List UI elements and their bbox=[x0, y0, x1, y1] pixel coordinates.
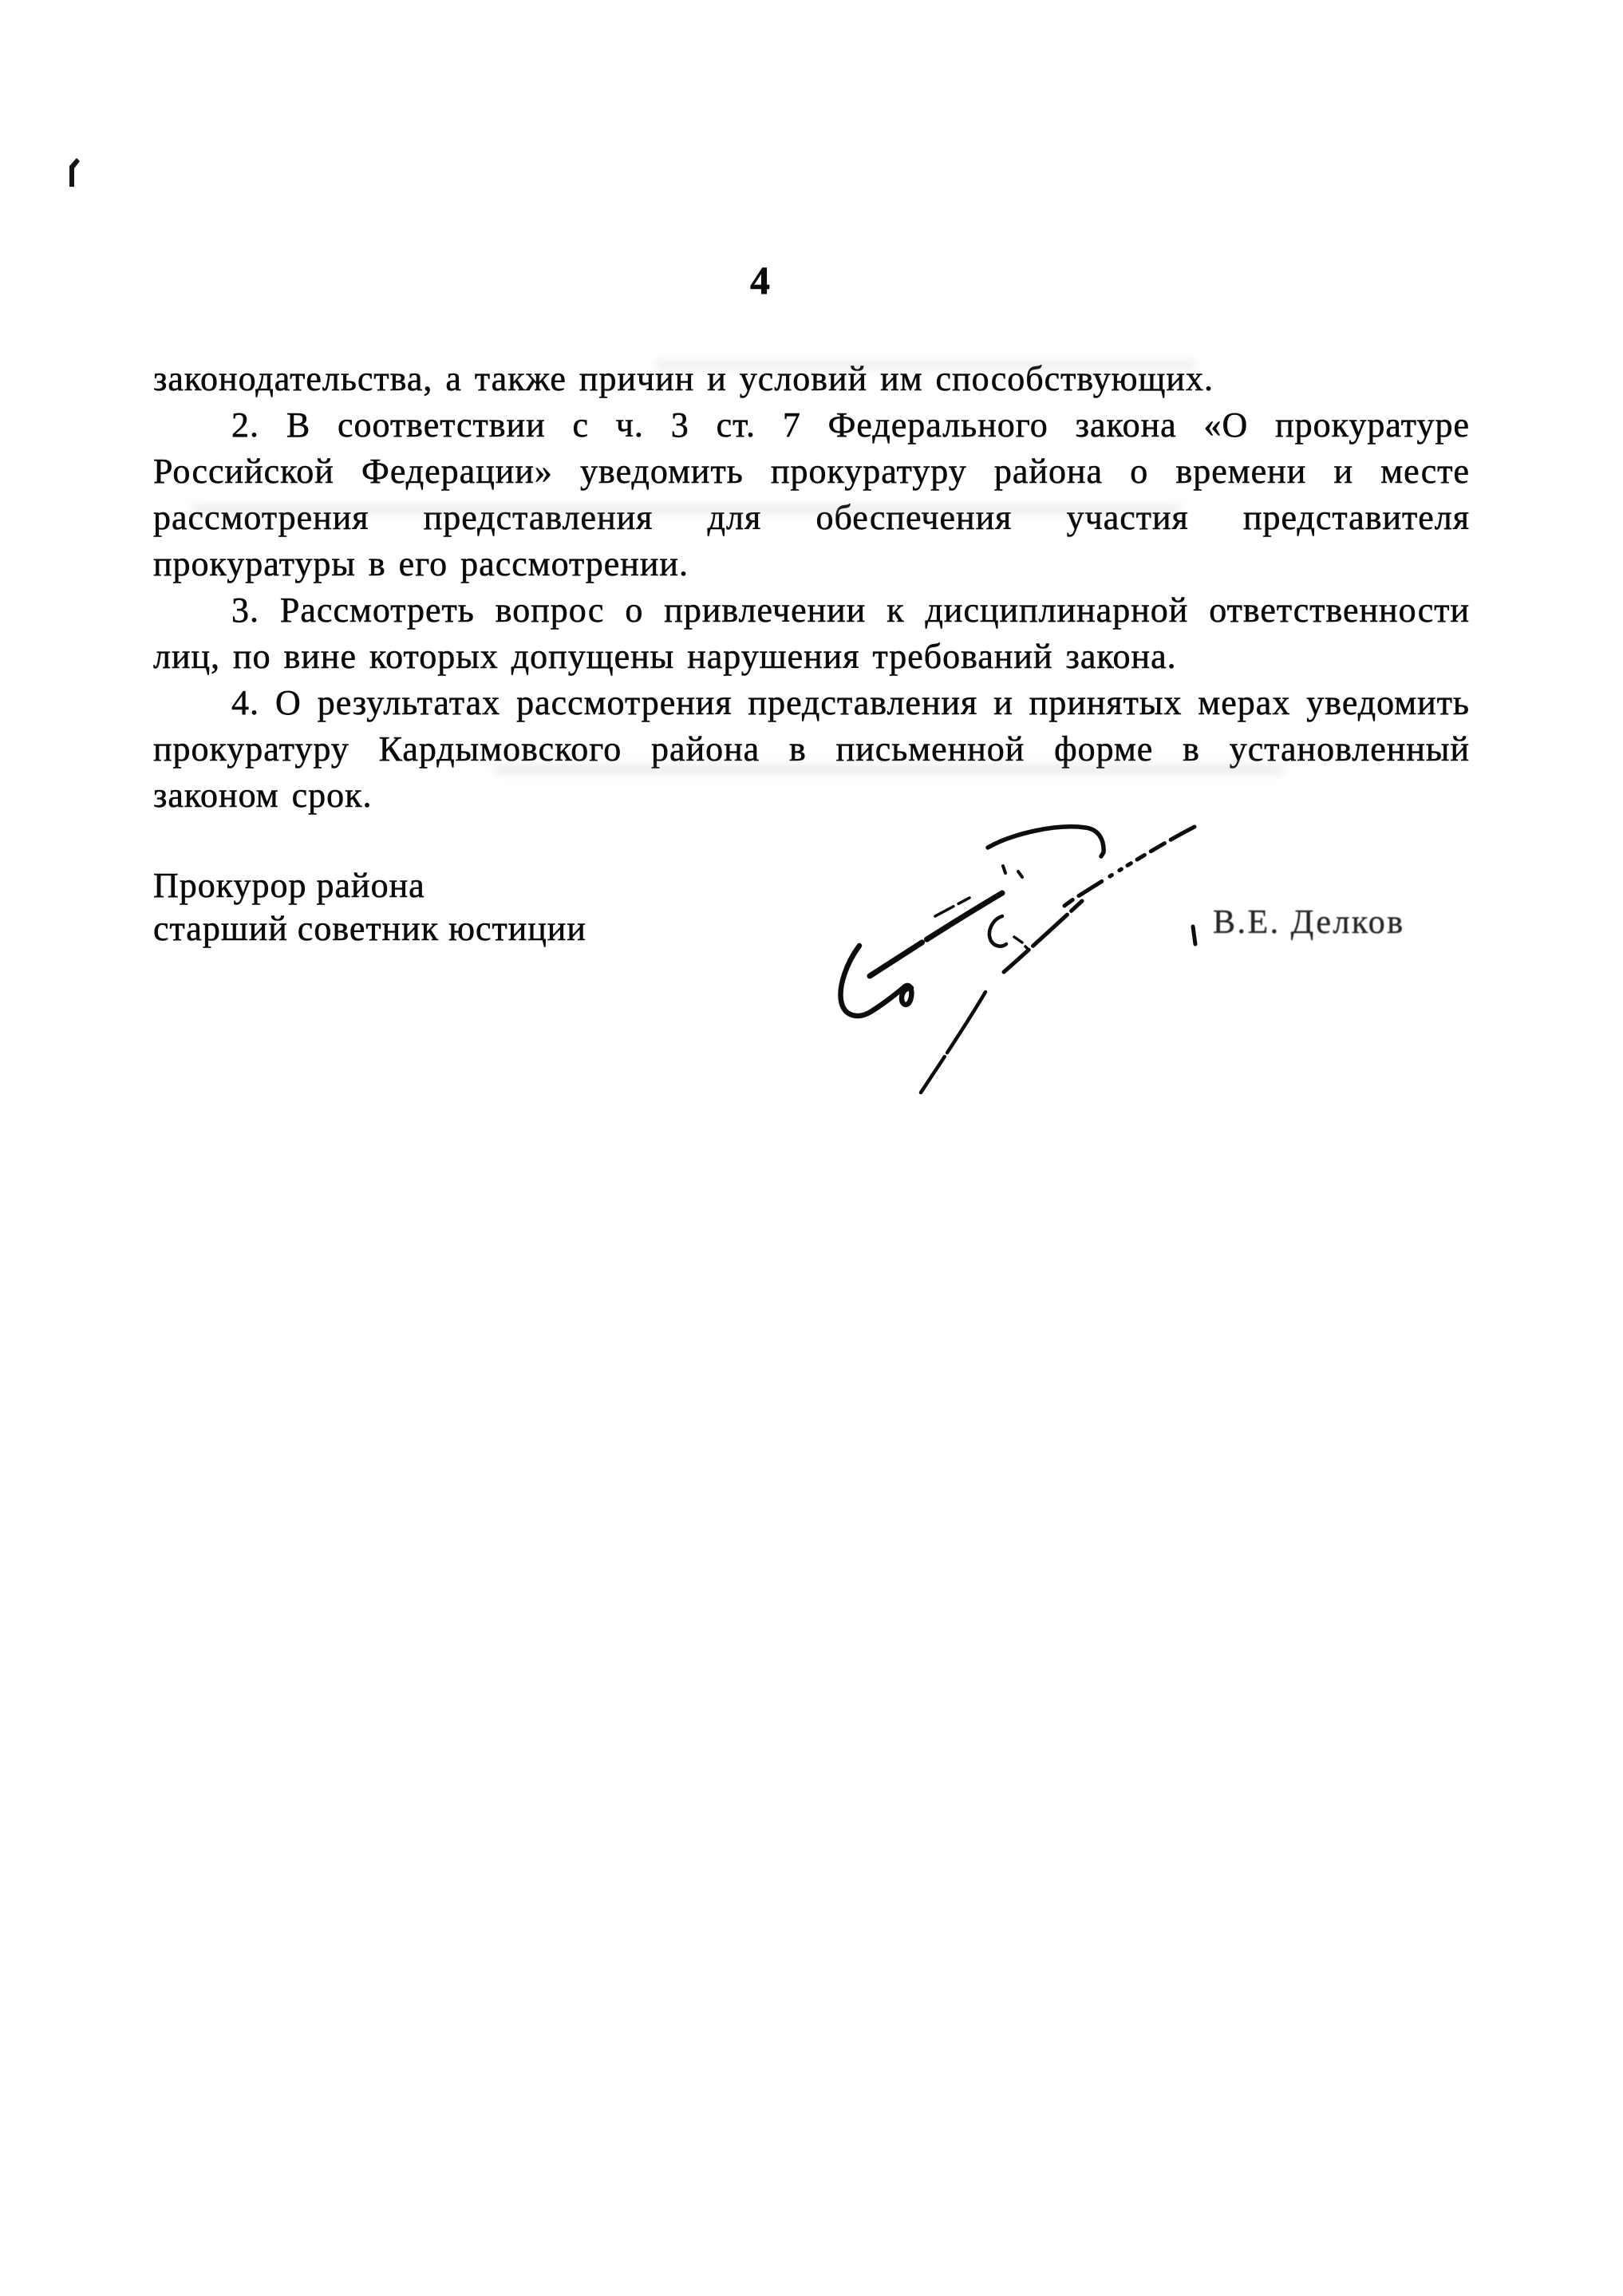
signatory-name: В.Е. Делков bbox=[1213, 904, 1405, 941]
signatory-position-line-2: старший советник юстиции bbox=[153, 909, 586, 948]
paragraph-line: лиц, по вине которых допущены нарушения требований закона. bbox=[153, 637, 1177, 676]
paragraph-line: прокуратуру Кардымовского района в письменной форме в установленный bbox=[153, 729, 1470, 769]
paragraph-line: законодательства, а также причин и условий им способствующих. bbox=[153, 359, 1214, 398]
handwritten-signature-icon bbox=[790, 810, 1205, 1121]
document-body bbox=[153, 356, 1470, 819]
paragraph-line: прокуратуры в его рассмотрении. bbox=[153, 544, 689, 583]
paragraph-line: 4. О результатах рассмотрения представления и принятых мерах уведомить bbox=[231, 683, 1470, 722]
paragraph-line: рассмотрения представления для обеспечения участия представителя bbox=[153, 498, 1470, 537]
paragraph-line: Российской Федерации» уведомить прокуратуру района о времени и месте bbox=[153, 452, 1470, 491]
page-number: 4 bbox=[750, 258, 771, 302]
signatory-position-line-1: Прокурор района bbox=[153, 866, 425, 905]
paragraph-line: 2. В соответствии с ч. 3 ст. 7 Федерального закона «О прокуратуре bbox=[231, 405, 1470, 445]
paragraph-line: законом срок. bbox=[153, 776, 373, 815]
paragraph-line: 3. Рассмотреть вопрос о привлечении к дисциплинарной ответственности bbox=[231, 591, 1470, 630]
stray-mark-icon bbox=[67, 156, 81, 190]
